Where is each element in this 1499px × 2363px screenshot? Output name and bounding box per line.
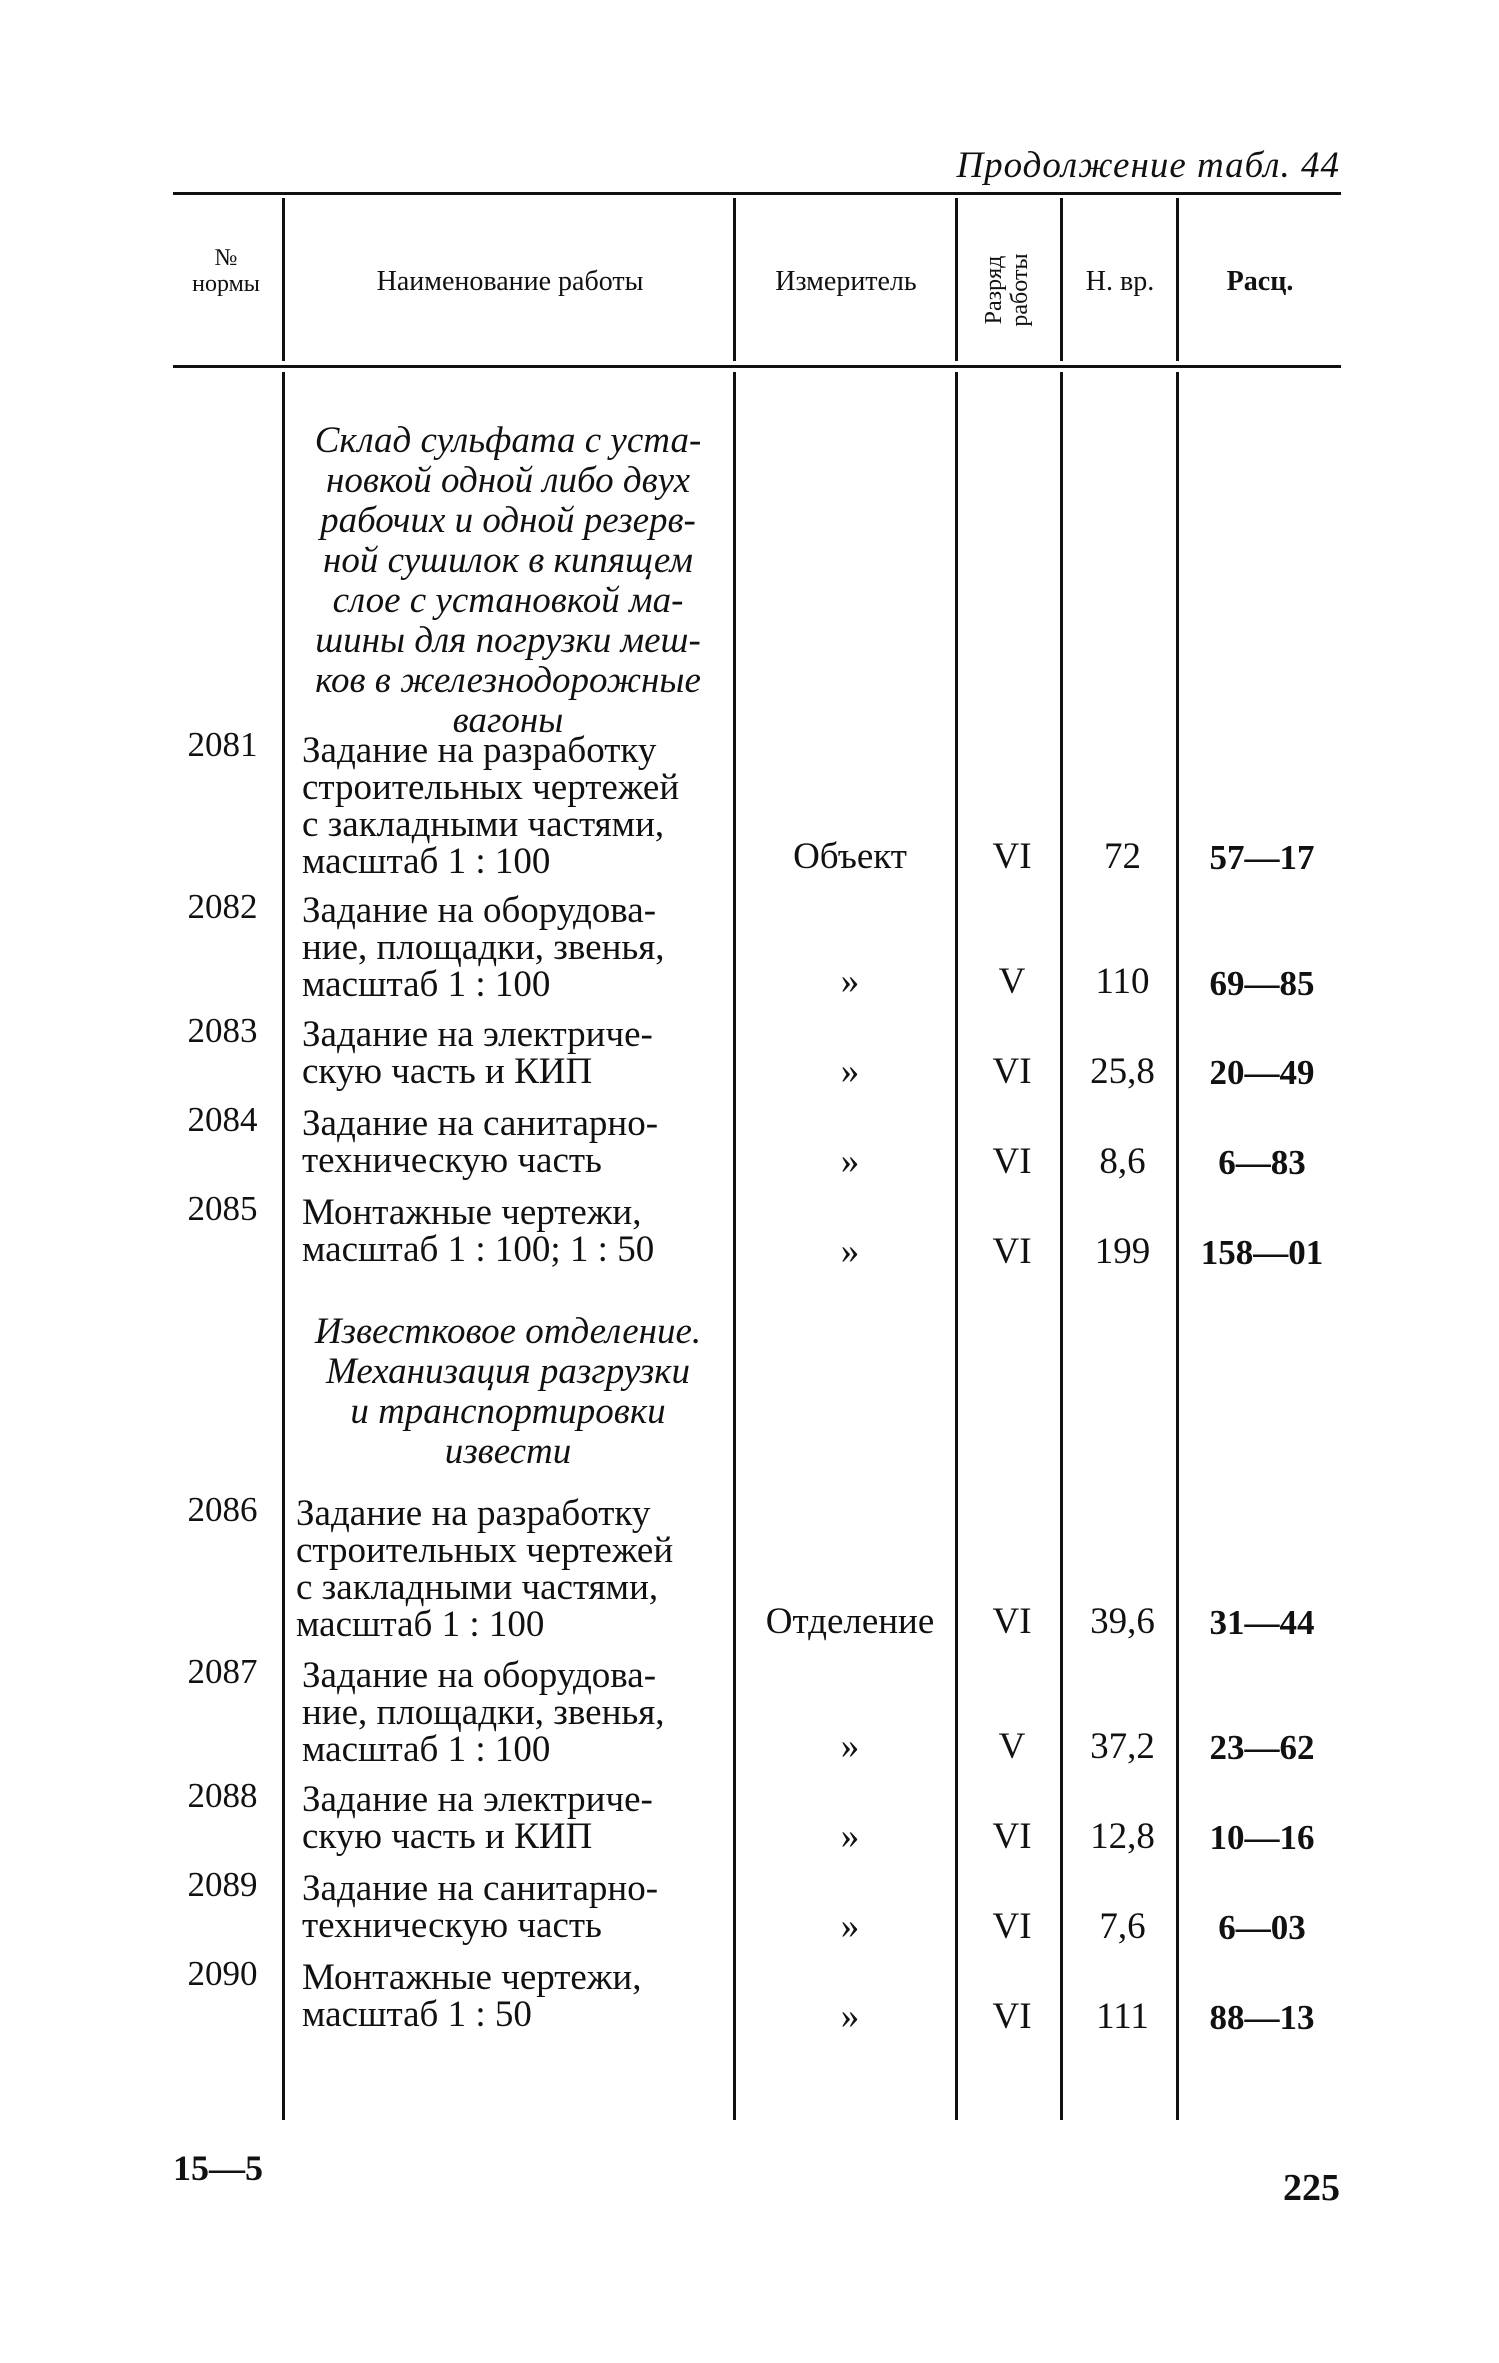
time-norm: 72 xyxy=(1104,836,1141,877)
header-time: Н. вр. xyxy=(1085,266,1155,297)
work-category: VI xyxy=(992,836,1032,877)
work-name-line: масштаб 1 : 100 xyxy=(296,1604,545,1645)
work-category: VI xyxy=(992,1231,1032,1272)
header-divider xyxy=(282,198,285,361)
work-category: V xyxy=(998,1726,1026,1767)
work-name xyxy=(302,1016,720,1090)
work-name-line: масштаб 1 : 100; 1 : 50 xyxy=(302,1229,655,1270)
section-line: шины для погрузки меш- xyxy=(315,620,701,661)
section-line: Склад сульфата с уста- xyxy=(314,420,702,461)
work-name-line: техническую часть xyxy=(302,1140,602,1181)
work-name-line: масштаб 1 : 100 xyxy=(302,841,551,882)
measure-unit: Отделение xyxy=(765,1601,935,1642)
rate-value: 158—01 xyxy=(1200,1233,1324,1272)
table-top-rule xyxy=(173,192,1341,195)
measure-unit: » xyxy=(840,1816,860,1857)
rate-value: 69—85 xyxy=(1209,964,1315,1003)
work-name-line: с закладными частями, xyxy=(302,804,665,845)
rate-value: 57—17 xyxy=(1209,838,1315,877)
rate-value: 23—62 xyxy=(1209,1728,1315,1767)
measure-unit: » xyxy=(840,1726,860,1767)
work-name xyxy=(302,1870,720,1944)
work-name-line: Задание на оборудова- xyxy=(302,890,657,931)
work-name xyxy=(302,1657,720,1768)
work-category: VI xyxy=(992,1996,1032,2037)
section-heading xyxy=(295,421,721,741)
table-caption: Продолжение табл. 44 xyxy=(956,145,1340,186)
rate-value: 20—49 xyxy=(1209,1053,1315,1092)
section-line: ной сушилок в кипящем xyxy=(322,540,694,581)
time-norm: 7,6 xyxy=(1099,1906,1146,1947)
measure-unit: Объект xyxy=(793,836,907,877)
measure-unit: » xyxy=(840,961,860,1002)
norm-number: 2082 xyxy=(187,887,258,926)
work-name xyxy=(302,892,720,1003)
work-category: V xyxy=(998,961,1026,1002)
work-category: VI xyxy=(992,1051,1032,1092)
work-name-line: ние, площадки, звенья, xyxy=(302,1692,665,1733)
header-category-line2: работы xyxy=(1007,253,1033,327)
section-heading xyxy=(295,1312,721,1472)
norm-number: 2085 xyxy=(187,1189,258,1228)
body-divider xyxy=(733,372,736,2120)
time-norm: 25,8 xyxy=(1090,1051,1155,1092)
rate-value: 31—44 xyxy=(1209,1603,1315,1642)
work-name-line: строительных чертежей xyxy=(296,1530,674,1571)
printer-signature: 15—5 xyxy=(173,2148,263,2188)
header-measure: Измеритель xyxy=(775,266,917,297)
section-line: вагоны xyxy=(452,700,564,741)
work-name xyxy=(302,1959,720,2033)
section-line: рабочих и одной резерв- xyxy=(320,500,696,541)
work-name-line: скую часть и КИП xyxy=(302,1816,593,1857)
header-category xyxy=(981,240,1035,340)
work-name-line: Задание на санитарно- xyxy=(302,1103,659,1144)
work-name-line: строительных чертежей xyxy=(302,767,680,808)
work-name-line: Монтажные чертежи, xyxy=(302,1957,642,1998)
norm-number: 2083 xyxy=(187,1011,258,1050)
header-divider xyxy=(1176,198,1179,361)
time-norm: 39,6 xyxy=(1090,1601,1155,1642)
section-line: Известковое отделение. xyxy=(314,1311,702,1352)
measure-unit: » xyxy=(840,1906,860,1947)
measure-unit: » xyxy=(840,1231,860,1272)
section-line: извести xyxy=(444,1431,572,1472)
header-rate: Расц. xyxy=(1226,266,1294,297)
norm-number: 2087 xyxy=(187,1652,258,1691)
work-name-line: ние, площадки, звенья, xyxy=(302,927,665,968)
time-norm: 111 xyxy=(1096,1996,1149,2037)
norm-number: 2090 xyxy=(187,1954,258,1993)
header-divider xyxy=(955,198,958,361)
work-name-line: масштаб 1 : 100 xyxy=(302,964,551,1005)
work-name xyxy=(302,732,720,880)
header-bottom-rule xyxy=(173,365,1341,368)
section-line: Механизация разгрузки xyxy=(326,1351,690,1392)
norm-number: 2089 xyxy=(187,1865,258,1904)
work-name-line: техническую часть xyxy=(302,1905,602,1946)
header-num xyxy=(176,245,276,297)
rate-value: 6—03 xyxy=(1218,1908,1306,1947)
work-name-line: масштаб 1 : 50 xyxy=(302,1994,532,2035)
time-norm: 199 xyxy=(1094,1231,1151,1272)
work-name-line: скую часть и КИП xyxy=(302,1051,593,1092)
measure-unit: » xyxy=(840,1051,860,1092)
header-name: Наименование работы xyxy=(376,266,644,297)
time-norm: 37,2 xyxy=(1090,1726,1155,1767)
section-line: слое с установкой ма- xyxy=(332,580,684,621)
work-name-line: Задание на оборудова- xyxy=(302,1655,657,1696)
header-divider xyxy=(1060,198,1063,361)
work-name xyxy=(302,1194,720,1268)
work-category: VI xyxy=(992,1601,1032,1642)
work-name-line: Задание на санитарно- xyxy=(302,1868,659,1909)
measure-unit: » xyxy=(840,1141,860,1182)
work-name-line: Задание на электриче- xyxy=(302,1779,653,1820)
page-number: 225 xyxy=(1283,2167,1340,2209)
section-line: новкой одной либо двух xyxy=(325,460,691,501)
rate-value: 10—16 xyxy=(1209,1818,1315,1857)
work-name-line: масштаб 1 : 100 xyxy=(302,1729,551,1770)
header-category-line1: Разряд xyxy=(981,255,1007,325)
work-name xyxy=(296,1495,720,1643)
work-name-line: Монтажные чертежи, xyxy=(302,1192,642,1233)
time-norm: 12,8 xyxy=(1090,1816,1155,1857)
section-line: и транспортировки xyxy=(350,1391,666,1432)
work-name xyxy=(302,1781,720,1855)
work-name-line: Задание на разработку xyxy=(302,730,657,771)
work-category: VI xyxy=(992,1906,1032,1947)
time-norm: 8,6 xyxy=(1099,1141,1146,1182)
rate-value: 6—83 xyxy=(1218,1143,1306,1182)
norm-number: 2088 xyxy=(187,1776,258,1815)
work-category: VI xyxy=(992,1141,1032,1182)
time-norm: 110 xyxy=(1095,961,1150,1002)
work-name-line: с закладными частями, xyxy=(296,1567,659,1608)
work-category: VI xyxy=(992,1816,1032,1857)
header-num-label: нормы xyxy=(192,271,260,297)
work-name xyxy=(302,1105,720,1179)
section-line: ков в железнодорожные xyxy=(315,660,701,701)
work-name-line: Задание на электриче- xyxy=(302,1014,653,1055)
measure-unit: » xyxy=(840,1996,860,2037)
work-name-line: Задание на разработку xyxy=(296,1493,651,1534)
header-divider xyxy=(733,198,736,361)
norm-number: 2084 xyxy=(187,1100,258,1139)
rate-value: 88—13 xyxy=(1209,1998,1315,2037)
norm-number: 2086 xyxy=(187,1490,258,1529)
body-divider xyxy=(282,372,285,2120)
header-num-sign: № xyxy=(214,245,238,271)
norm-number: 2081 xyxy=(187,725,258,764)
